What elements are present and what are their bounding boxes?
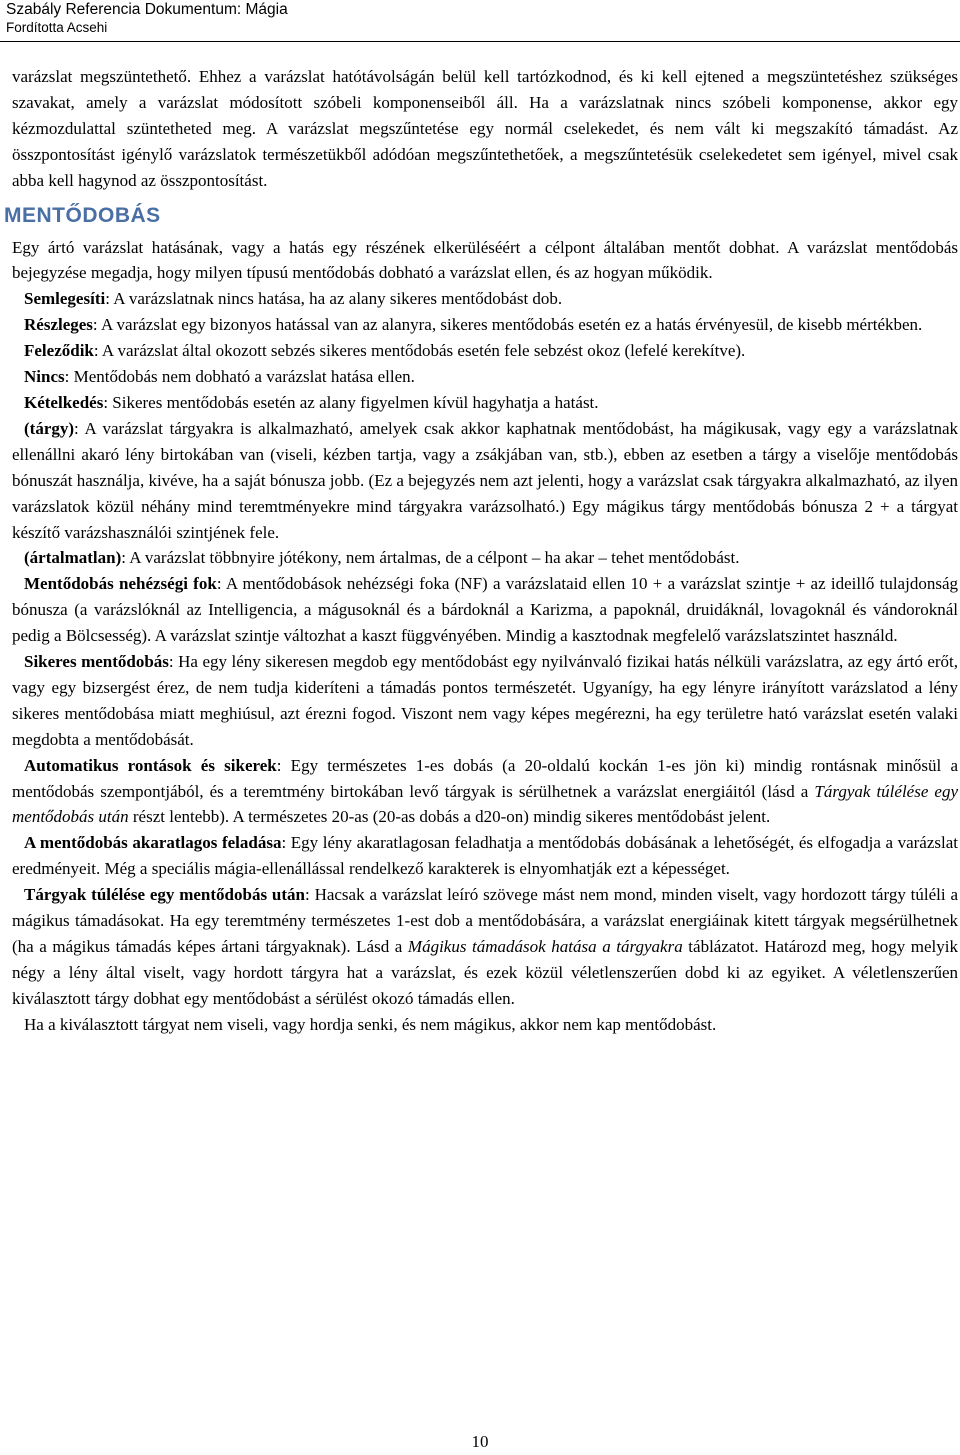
section-intro: Egy ártó varázslat hatásának, vagy a hatás egy részének elkerüléséért a célpont általában mentőt dobhat. A varázslat mentődobás bejegyzése megadja, hogy milyen típusú mentődobás dobható a varázslat ellen, és az hogyan működik. [12, 237, 958, 283]
entry-term: Feleződik [24, 341, 94, 361]
entry-ketelkedes [12, 390, 958, 416]
nf-paragraph [12, 571, 958, 649]
entry-term: (tárgy) [24, 418, 75, 438]
voluntary-text: : Egy lény akaratlagosan feladhatja a mentődobás dobásának a lehetőségét, és elfogadja a varázslat eredményeit. Még a speciális mágia-ellenállással rendelkező karakterek is elnyomhatják ezt a képességet. [12, 833, 959, 879]
entry-reszleges [12, 312, 958, 338]
page-number: 10 [471, 1432, 489, 1451]
entry-text: : Mentődobás nem dobható a varázslat hatása ellen. [64, 367, 415, 387]
items-reference: Mágikus támadások hatása a tárgyakra [407, 937, 683, 956]
auto-term: Automatikus rontások és sikerek [24, 755, 277, 775]
entry-targy [12, 416, 958, 546]
items-text-a: : Hacsak a varázslat leíró szövege mást nem mond, minden viselt, vagy hordozott tárgy túléli a mágikus támadásokat. Ha egy teremtmény természetes 1-est dob a mentődobására, a varázslat energiáinak kitett tárgyak megsérülhetnek (ha a mágikus támadás képes ártani tárgyaknak). Lásd a [12, 885, 958, 956]
entry-term: Részleges [24, 315, 93, 335]
nf-text: : A mentődobások nehézségi foka (NF) a varázslataid ellen 10 + a varázslat szintje + az ideillő tulajdonság bónusza (a varázslóknál az Intelligencia, a mágusoknál és a bárdoknál a Karizma, a papoknál, druidáknál, lovagoknál és vándoroknál pedig a Bölcsesség). A varázslat szintje változhat a kaszt függvényében. Mindig a kasztodnak megfelelő varázslatszintet használd. [12, 574, 958, 646]
document-title: Szabály Referencia Dokumentum: Mágia [6, 1, 288, 18]
success-paragraph [12, 649, 958, 753]
entry-semlegesiti [12, 286, 958, 312]
entry-felezodik [12, 338, 958, 364]
entry-term: Semlegesíti [24, 289, 106, 309]
items-term: Tárgyak túlélése egy mentődobás után [24, 885, 305, 905]
header-divider [0, 41, 960, 42]
page-content [4, 64, 959, 1038]
entry-text: : A varázslat többnyire jótékony, nem ártalmas, de a célpont – ha akar – tehet mentődobást. [121, 548, 740, 568]
page-header [6, 0, 288, 36]
entry-nincs [12, 364, 958, 390]
entry-text: : A varázslat egy bizonyos hatással van az alanyra, sikeres mentődobás esetén ez a hatás érvényesül, de kisebb mértékben. [92, 315, 923, 335]
items-text-b: táblázatot. Határozd meg, hogy melyik négy a lény által viselt, vagy hordott tárgyra hat a varázslat, és ezek közül véletlenszerűen dobd ki az egyiket. A véletlenszerűen kiválasztott tárgy dobhat egy mentődobást a sérülést okozó támadás ellen. [12, 937, 958, 1008]
auto-reference: Tárgyak túlélése egy mentődobás után [12, 781, 959, 827]
section-heading: MENTŐDOBÁS [4, 203, 161, 227]
voluntary-paragraph [12, 830, 958, 882]
entry-text: : A varázslat tárgyakra is alkalmazható, amelyek csak akkor kaphatnak mentődobást, ha mágikusak, vagy egy a varázslatnak ellenállni akaró lény birtokában van (viseli, kézben tartja, vagy a zsákjában van, stb.), ebben az esetben a tárgy a viselője mentődobás bónuszát használja, kivéve, ha a saját bónusza jobb. (Ez a bejegyzés nem azt jelenti, hogy a varázslat csak tárgyakra alkalmazható, az ilyen varázslatok közül néhány mind teremtményekre mind tárgyakra varázsolható.) Egy mágikus tárgy mentődobás bónusza 2 + a tárgyat készítő varázshasználói szintjének fele. [12, 418, 958, 542]
auto-text-b: részt lentebb). A természetes 20-as (20-as dobás a d20-on) mindig sikeres mentődobást jelent. [128, 807, 771, 827]
intro-paragraph: varázslat megszüntethető. Ehhez a varázslat hatótávolságán belül kell tartózkodnod, és ki kell ejtened a megszüntetéshez szükséges szavakat, amely a varázslat módosított szóbeli komponenseiből áll. Ha a varázslatnak nincs szóbeli komponense, akkor egy kézmozdulattal szüntetheted meg. A varázslat megszűntetése egy normál cselekedet, és nem vált ki megszakító támadást. Az összpontosítást igénylő varázslatok természetükből adódóan megszűntethetőek, a megszűntetésük cselekedetet sem igényel, mivel csak abba kell hagynod az összpontosítást. [12, 67, 958, 190]
translator-credit: Fordította Acsehi [6, 20, 108, 35]
entry-text: : Sikeres mentődobás esetén az alany figyelmen kívül hagyhatja a hatást. [103, 392, 599, 412]
closing-paragraph: Ha a kiválasztott tárgyat nem viseli, vagy hordja senki, és nem mágikus, akkor nem kap mentődobást. [24, 1014, 717, 1034]
entry-text: : A varázslatnak nincs hatása, ha az alany sikeres mentődobást dob. [105, 289, 563, 309]
auto-paragraph [12, 753, 958, 831]
items-paragraph [12, 882, 958, 1012]
entry-text: : A varázslat által okozott sebzés sikeres mentődobás esetén fele sebzést okoz (lefelé kerekítve). [93, 341, 746, 361]
entry-artalmatlan [12, 545, 958, 571]
success-term: Sikeres mentődobás [24, 652, 169, 672]
voluntary-term: A mentődobás akaratlagos feladása [24, 833, 282, 853]
entry-term: Kételkedés [24, 392, 104, 412]
auto-text-a: : Egy természetes 1-es dobás (a 20-oldalú kockán 1-es jön ki) mindig rontásnak minősül a mentődobás szempontjából, és a teremtmény birtokában levő tárgyak is sérülhetnek a varázslat energiáitól (lásd a [12, 755, 958, 801]
success-text: : Ha egy lény sikeresen megdob egy mentődobást egy nyilvánvaló fizikai hatás nélküli varázslatra, az egy ártó erőt, vagy egy bizsergést érez, de nem tudja kideríteni a támadás pontos természetét. Ugyanígy, ha egy lényre irányított varázslatod a lény sikeres mentődobása miatt meghiúsul, azt érezni fogod. Viszont nem vagy képes megérezni, ha egy területre ható varázslat esetén valaki megdobta a mentődobását. [12, 652, 958, 749]
entry-term: Nincs [24, 367, 65, 387]
nf-term: Mentődobás nehézségi fok [24, 574, 217, 594]
entry-term: (ártalmatlan) [24, 548, 122, 568]
